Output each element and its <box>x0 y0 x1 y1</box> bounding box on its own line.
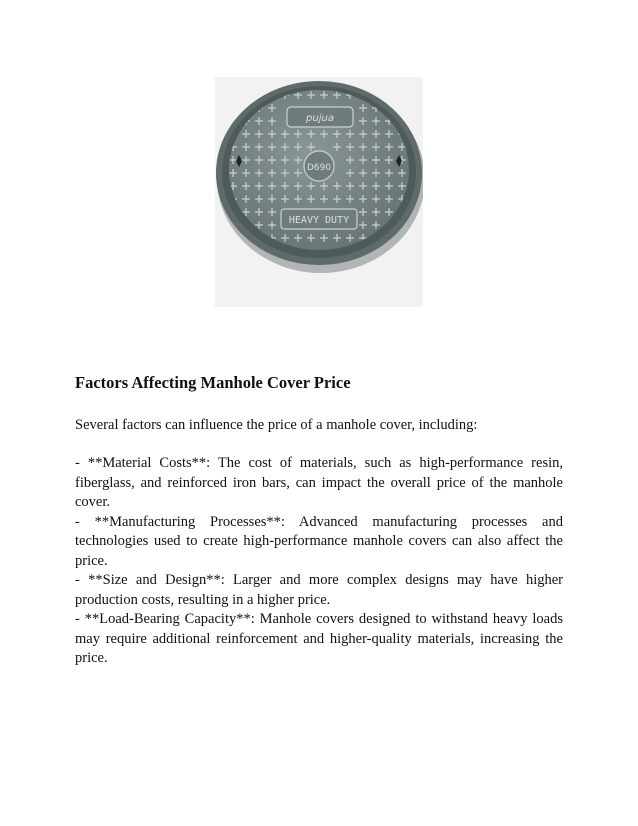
factor-size-and-design: - **Size and Design**: Larger and more complex designs may have higher production costs, resulting in a higher price. <box>75 572 563 608</box>
intro-paragraph: Several factors can influence the price of a manhole cover, including: <box>75 417 478 433</box>
center-badge-text: D690 <box>306 163 332 173</box>
brand-text: pujua <box>306 113 334 124</box>
factor-list <box>75 454 563 669</box>
factor-load-bearing-capacity: - **Load-Bearing Capacity**: Manhole covers designed to withstand heavy loads may require additional reinforcement and higher-quality materials, increasing the price. <box>75 611 563 666</box>
factor-manufacturing-processes: - **Manufacturing Processes**: Advanced manufacturing processes and technologies used to create high-performance manhole covers can also affect the price. <box>75 513 563 569</box>
manhole-cover-photo <box>215 77 423 307</box>
document-body <box>75 372 563 669</box>
section-heading: Factors Affecting Manhole Cover Price <box>75 373 351 392</box>
manhole-cover-illustration <box>215 77 423 307</box>
plate-text: HEAVY DUTY <box>288 215 350 226</box>
factor-material-costs: - **Material Costs**: The cost of materials, such as high-performance resin, fiberglass, and reinforced iron bars, can impact the overall price of the manhole cover. <box>75 455 563 510</box>
